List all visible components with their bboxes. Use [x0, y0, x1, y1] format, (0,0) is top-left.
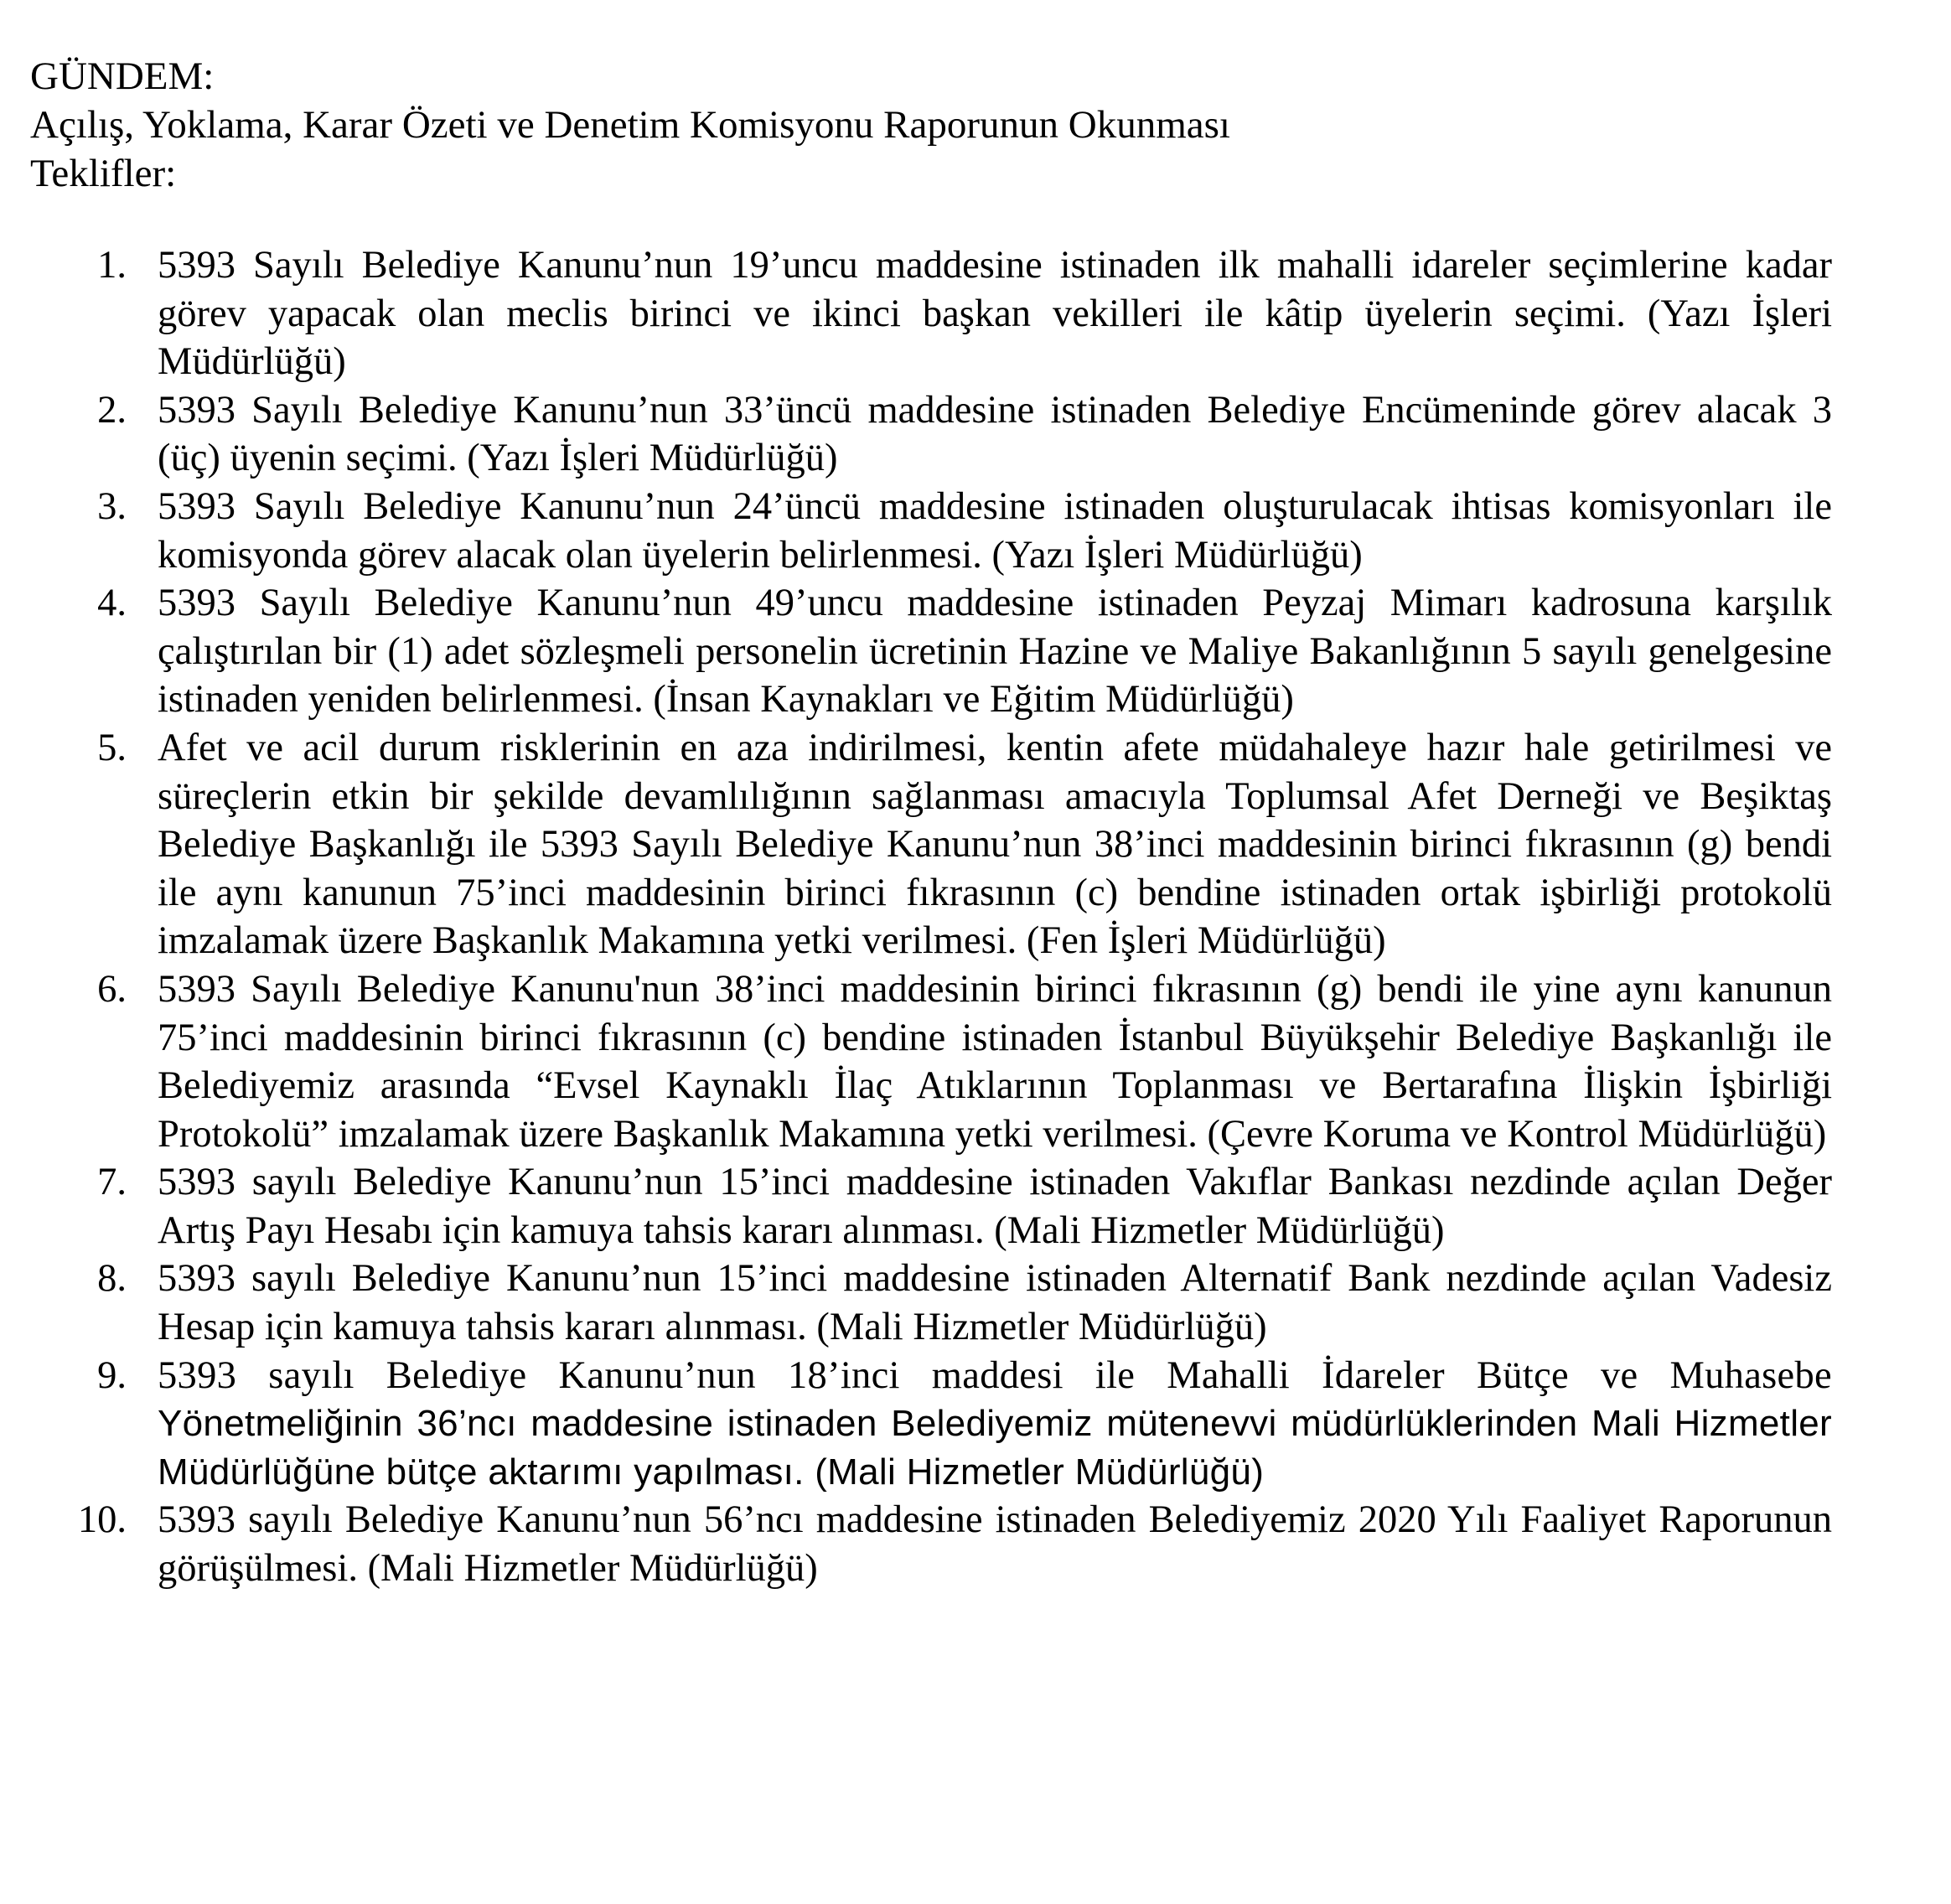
- item-text: Afet ve acil durum risklerinin en aza indirilmesi, kentin afete müdahaleye hazır hale getirilmesi ve süreçlerin etkin bir şekilde devamlılığının sağlanması amacıyla Toplumsal Afet Derneği ve Beşiktaş Belediye Başkanlığı ile 5393 Sayılı Belediye Kanunu’nun 38’inci maddesinin birinci fıkrasının (g) bendi ile aynı kanunun 75’inci maddesinin birinci fıkrasının (c) bendine istinaden ortak işbirliği protokolü imzalamak üzere Başkanlık Makamına yetki verilmesi. (Fen İşleri Müdürlüğü): [158, 726, 1832, 963]
- proposal-item-3: [30, 483, 1832, 579]
- item-number: 7.: [97, 1161, 127, 1204]
- item-text: [158, 1352, 1832, 1497]
- item-text: 5393 Sayılı Belediye Kanunu’nun 19’uncu maddesine istinaden ilk mahalli idareler seçimlerine kadar görev yapacak olan meclis birinci ve ikinci başkan vekilleri ile kâtip üyelerin seçimi. (Yazı İşleri Müdürlüğü): [158, 244, 1832, 384]
- item-text: 5393 Sayılı Belediye Kanunu’nun 49’uncu maddesine istinaden Peyzaj Mimarı kadrosuna karşılık çalıştırılan bir (1) adet sözleşmeli personelin ücretinin Hazine ve Maliye Bakanlığının 5 sayılı genelgesine istinaden yeniden belirlenmesi. (İnsan Kaynakları ve Eğitim Müdürlüğü): [158, 582, 1832, 722]
- proposal-item-1: [30, 241, 1832, 386]
- item-text: 5393 Sayılı Belediye Kanunu'nun 38’inci maddesinin birinci fıkrasının (g) bendi ile yine aynı kanunun 75’inci maddesinin birinci fıkrasının (c) bendine istinaden İstanbul Büyükşehir Belediye Başkanlığı ile Belediyemiz arasında “Evsel Kaynaklı İlaç Atıklarının Toplanması ve Bertarafına İlişkin İşbirliği Protokolü” imzalamak üzere Başkanlık Makamına yetki verilmesi. (Çevre Koruma ve Kontrol Müdürlüğü): [158, 967, 1832, 1156]
- proposal-item-9: [30, 1352, 1832, 1497]
- item-number: 3.: [97, 484, 127, 528]
- item-number: 2.: [97, 388, 127, 432]
- item-text-first-line: 5393 sayılı Belediye Kanunu’nun 18’inci maddesi ile Mahalli İdareler Bütçe ve Muhasebe: [158, 1353, 1832, 1397]
- proposal-item-5: [30, 724, 1832, 965]
- proposal-item-8: [30, 1255, 1832, 1351]
- item-number: 8.: [97, 1257, 127, 1301]
- proposal-item-6: [30, 965, 1832, 1158]
- item-number: 5.: [97, 726, 127, 769]
- proposal-item-2: [30, 386, 1832, 483]
- item-text: 5393 sayılı Belediye Kanunu’nun 56’ncı maddesine istinaden Belediyemiz 2020 Yılı Faaliyet Raporunun görüşülmesi. (Mali Hizmetler Müdürlüğü): [158, 1498, 1832, 1591]
- item-number: 10.: [77, 1498, 127, 1542]
- proposal-list: [30, 241, 1832, 1593]
- proposal-item-7: [30, 1158, 1832, 1255]
- agenda-subtitle: Açılış, Yoklama, Karar Özeti ve Denetim Komisyonu Raporunun Okunması: [30, 103, 1230, 147]
- proposal-item-10: [30, 1496, 1832, 1592]
- item-number: 1.: [97, 244, 127, 287]
- item-number: 6.: [97, 967, 127, 1011]
- item-text-continuation: Yönetmeliğinin 36’ncı maddesine istinaden Belediyemiz mütenevvi müdürlüklerinden Mali Hizmetler Müdürlüğüne bütçe aktarımı yapılması. (Mali Hizmetler Müdürlüğü): [158, 1403, 1832, 1493]
- item-text: 5393 sayılı Belediye Kanunu’nun 15’inci maddesine istinaden Alternatif Bank nezdinde açılan Vadesiz Hesap için kamuya tahsis kararı alınması. (Mali Hizmetler Müdürlüğü): [158, 1257, 1832, 1349]
- item-text: 5393 Sayılı Belediye Kanunu’nun 24’üncü maddesine istinaden oluşturulacak ihtisas komisyonları ile komisyonda görev alacak olan üyelerin belirlenmesi. (Yazı İşleri Müdürlüğü): [158, 484, 1832, 577]
- item-number: 4.: [97, 582, 127, 625]
- section-label: Teklifler:: [30, 152, 177, 195]
- item-number: 9.: [97, 1353, 127, 1397]
- agenda-document: [30, 52, 1832, 1593]
- page-title: GÜNDEM:: [30, 54, 215, 98]
- item-text: 5393 sayılı Belediye Kanunu’nun 15’inci maddesine istinaden Vakıflar Bankası nezdinde açılan Değer Artış Payı Hesabı için kamuya tahsis kararı alınması. (Mali Hizmetler Müdürlüğü): [158, 1161, 1832, 1252]
- proposal-item-4: [30, 579, 1832, 724]
- item-text: 5393 Sayılı Belediye Kanunu’nun 33’üncü maddesine istinaden Belediye Encümeninde görev alacak 3 (üç) üyenin seçimi. (Yazı İşleri Müdürlüğü): [158, 388, 1832, 480]
